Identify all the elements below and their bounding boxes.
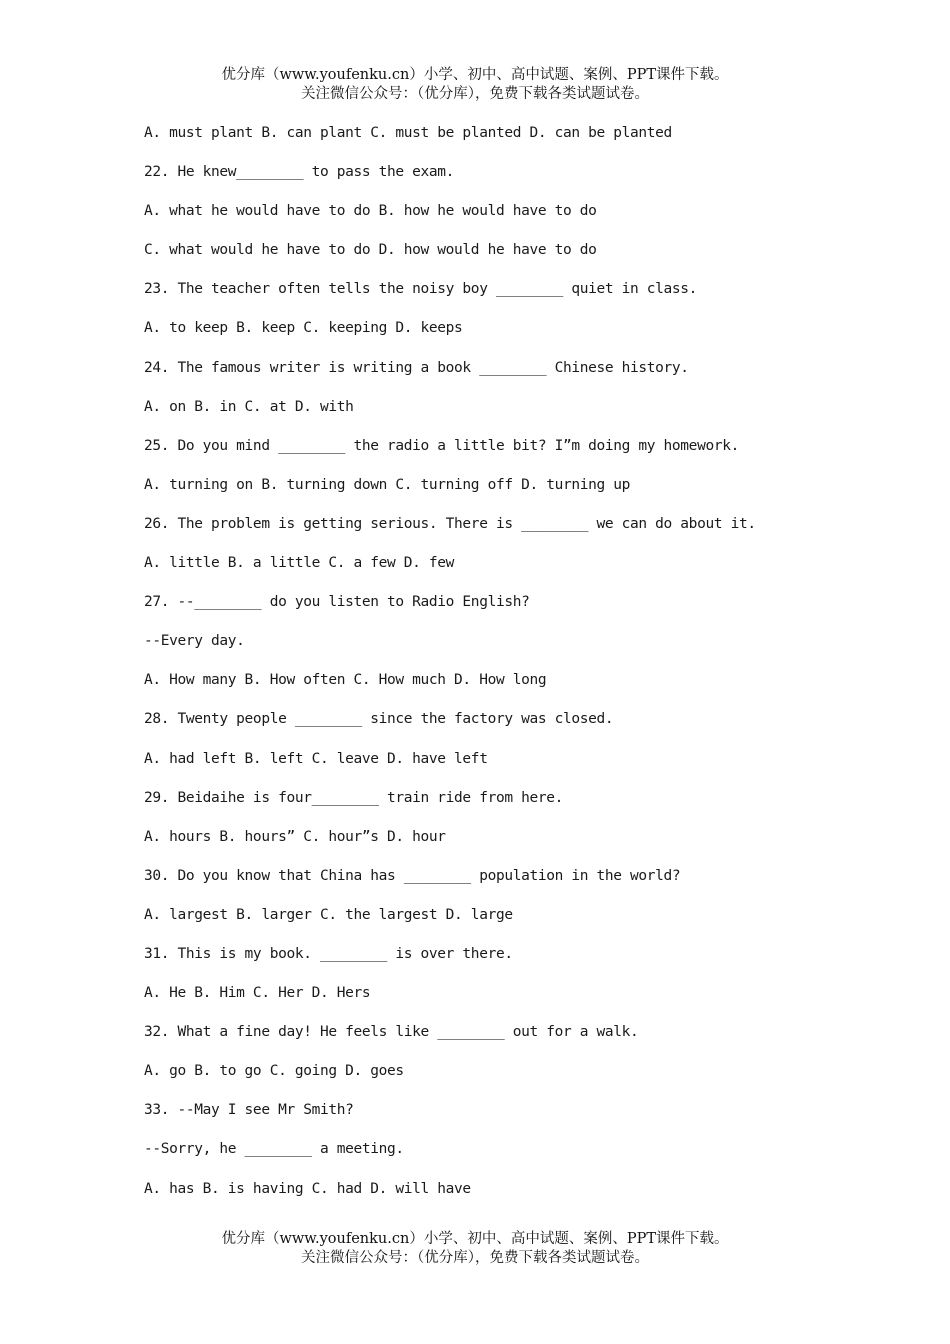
answer-options-21: A. must plant B. can plant C. must be planted D. can be planted <box>144 125 672 141</box>
question-30: 30. Do you know that China has ________ population in the world? <box>144 867 681 884</box>
page-footer <box>0 1230 950 1268</box>
question-23: 23. The teacher often tells the noisy boy ________ quiet in class. <box>144 281 698 298</box>
answer-options-33: A. has B. is having C. had D. will have <box>144 1180 471 1197</box>
answer-options-27: A. How many B. How often C. How much D. How long <box>144 672 547 689</box>
answer-options-22a: A. what he would have to do B. how he would have to do <box>144 203 597 220</box>
footer-line-1: 优分库（www.youfenku.cn）小学、初中、高中试题、案例、PPT课件下载。 <box>221 1231 729 1247</box>
answer-options-32: A. go B. to go C. going D. goes <box>144 1063 404 1080</box>
answer-options-29: A. hours B. hours” C. hour”s D. hour <box>144 828 446 845</box>
answer-options-31: A. He B. Him C. Her D. Hers <box>144 985 371 1002</box>
answer-options-23: A. to keep B. keep C. keeping D. keeps <box>144 320 463 337</box>
question-27: 27. --________ do you listen to Radio English? <box>144 594 530 611</box>
question-26: 26. The problem is getting serious. There is ________ we can do about it. <box>144 515 756 532</box>
question-25: 25. Do you mind ________ the radio a little bit? I”m doing my homework. <box>144 437 739 454</box>
answer-options-28: A. had left B. left C. leave D. have left <box>144 750 488 767</box>
question-22: 22. He knew________ to pass the exam. <box>144 164 455 181</box>
header-line-1: 优分库（www.youfenku.cn）小学、初中、高中试题、案例、PPT课件下载。 <box>221 67 729 83</box>
answer-options-24: A. on B. in C. at D. with <box>144 398 354 415</box>
answer-options-22b: C. what would he have to do D. how would he have to do <box>144 242 597 259</box>
question-33-reply: --Sorry, he ________ a meeting. <box>144 1141 404 1158</box>
question-28: 28. Twenty people ________ since the factory was closed. <box>144 711 614 728</box>
question-33: 33. --May I see Mr Smith? <box>144 1102 354 1119</box>
question-31: 31. This is my book. ________ is over there. <box>144 945 513 962</box>
question-24: 24. The famous writer is writing a book ________ Chinese history. <box>144 359 689 376</box>
answer-options-30: A. largest B. larger C. the largest D. large <box>144 906 513 923</box>
question-27-reply: --Every day. <box>144 633 245 650</box>
answer-options-26: A. little B. a little C. a few D. few <box>144 555 455 572</box>
header-line-2: 关注微信公众号：（优分库），免费下载各类试题试卷。 <box>301 86 649 102</box>
page-header <box>0 66 950 104</box>
answer-options-25: A. turning on B. turning down C. turning off D. turning up <box>144 476 631 493</box>
footer-line-2: 关注微信公众号：（优分库），免费下载各类试题试卷。 <box>301 1250 649 1266</box>
question-32: 32. What a fine day! He feels like ________ out for a walk. <box>144 1024 639 1041</box>
question-29: 29. Beidaihe is four________ train ride from here. <box>144 789 563 806</box>
document-body <box>144 123 844 1218</box>
